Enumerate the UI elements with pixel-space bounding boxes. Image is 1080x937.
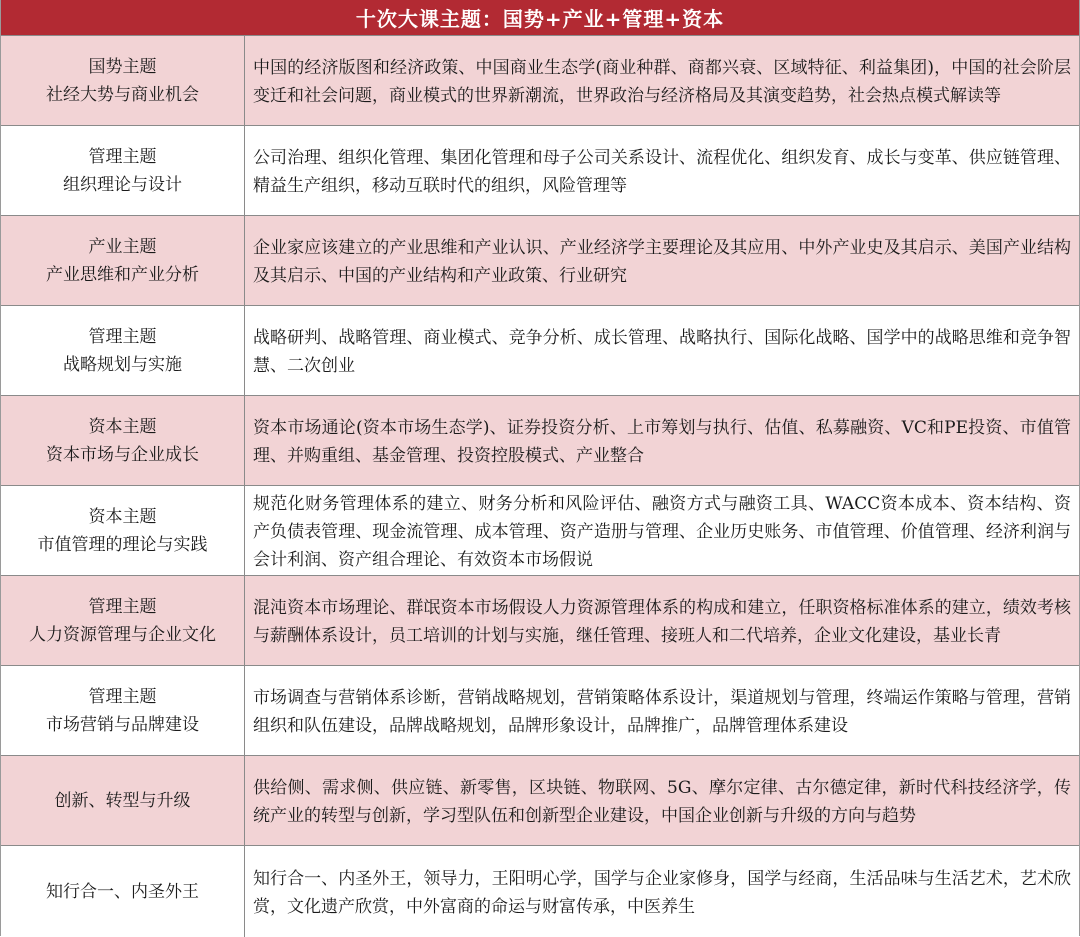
topic-cell (1, 126, 245, 215)
topic-name: 组织理论与设计 (63, 174, 182, 195)
topic-name: 产业思维和产业分析 (46, 264, 199, 285)
table-row (1, 396, 1079, 486)
topic-name: 知行合一、内圣外王 (46, 881, 199, 902)
topic-category: 管理主题 (88, 326, 157, 347)
topic-description: 供给侧、需求侧、供应链、新零售，区块链、物联网、5G、摩尔定律、古尔德定律，新时代科技经济学，传统产业的转型与创新，学习型队伍和创新型企业建设，中国企业创新与升级的方向与趋势 (253, 777, 1071, 826)
topic-content (245, 36, 1079, 125)
topic-category: 管理主题 (88, 686, 157, 707)
topic-name: 创新、转型与升级 (54, 790, 191, 811)
topic-description: 中国的经济版图和经济政策、中国商业生态学(商业种群、商都兴衰、区域特征、利益集团)，中国的社会阶层变迁和社会问题，商业模式的世界新潮流，世界政治与经济格局及其演变趋势，社会热点模式解读等 (253, 57, 1071, 106)
table-row (1, 306, 1079, 396)
topic-cell (1, 36, 245, 125)
table-row (1, 486, 1079, 576)
topic-cell (1, 216, 245, 305)
topic-content (245, 666, 1079, 755)
topic-content (245, 306, 1079, 395)
topic-cell (1, 756, 245, 845)
topic-category: 产业主题 (88, 236, 157, 257)
table-row (1, 36, 1079, 126)
topic-cell (1, 396, 245, 485)
topic-category: 资本主题 (88, 416, 157, 437)
topic-content (245, 216, 1079, 305)
topic-cell (1, 666, 245, 755)
topic-description: 战略研判、战略管理、商业模式、竞争分析、成长管理、战略执行、国际化战略、国学中的战略思维和竞争智慧、二次创业 (253, 327, 1071, 376)
table-title: 十次大课主题：国势+产业+管理+资本 (1, 0, 1079, 36)
topic-content (245, 756, 1079, 845)
topic-content (245, 846, 1079, 937)
table-row (1, 216, 1079, 306)
topic-description: 知行合一、内圣外王，领导力，王阳明心学，国学与企业家修身，国学与经商，生活品味与生活艺术，艺术欣赏，文化遗产欣赏，中外富商的命运与财富传承，中医养生 (253, 868, 1071, 917)
topic-content (245, 576, 1079, 665)
topic-description: 市场调查与营销体系诊断，营销战略规划，营销策略体系设计，渠道规划与管理，终端运作策略与管理，营销组织和队伍建设，品牌战略规划，品牌形象设计，品牌推广，品牌管理体系建设 (253, 687, 1071, 736)
topic-content (245, 486, 1079, 575)
topic-name: 战略规划与实施 (63, 354, 182, 375)
topic-cell (1, 306, 245, 395)
topic-cell (1, 846, 245, 937)
topic-content (245, 396, 1079, 485)
topic-description: 公司治理、组织化管理、集团化管理和母子公司关系设计、流程优化、组织发育、成长与变革、供应链管理、精益生产组织，移动互联时代的组织，风险管理等 (253, 147, 1071, 196)
topic-category: 资本主题 (88, 506, 157, 527)
topic-cell (1, 576, 245, 665)
topic-name: 市场营销与品牌建设 (46, 714, 199, 735)
topic-name: 市值管理的理论与实践 (37, 534, 208, 555)
topic-name: 资本市场与企业成长 (46, 444, 199, 465)
table-row (1, 126, 1079, 216)
table-row (1, 756, 1079, 846)
topic-description: 企业家应该建立的产业思维和产业认识、产业经济学主要理论及其应用、中外产业史及其启示、美国产业结构及其启示、中国的产业结构和产业政策、行业研究 (253, 237, 1071, 286)
topic-content (245, 126, 1079, 215)
topic-description: 混沌资本市场理论、群氓资本市场假设人力资源管理体系的构成和建立，任职资格标准体系的建立，绩效考核与薪酬体系设计，员工培训的计划与实施，继任管理、接班人和二代培养，企业文化建设，基业长青 (253, 597, 1071, 646)
topic-description: 资本市场通论(资本市场生态学)、证券投资分析、上市筹划与执行、估值、私募融资、VC和PE投资、市值管理、并购重组、基金管理、投资控股模式、产业整合 (253, 417, 1071, 466)
topic-category: 管理主题 (88, 596, 157, 617)
topic-category: 国势主题 (88, 56, 157, 77)
table-row (1, 576, 1079, 666)
topic-name: 社经大势与商业机会 (46, 84, 199, 105)
topic-category: 管理主题 (88, 146, 157, 167)
topic-cell (1, 486, 245, 575)
table-row (1, 846, 1079, 937)
table-row (1, 666, 1079, 756)
topic-name: 人力资源管理与企业文化 (29, 624, 216, 645)
topic-description: 规范化财务管理体系的建立、财务分析和风险评估、融资方式与融资工具、WACC资本成本、资本结构、资产负债表管理、现金流管理、成本管理、资产造册与管理、企业历史账务、市值管理、价值管理、经济利润与会计利润、资产组合理论、有效资本市场假说 (253, 493, 1071, 570)
